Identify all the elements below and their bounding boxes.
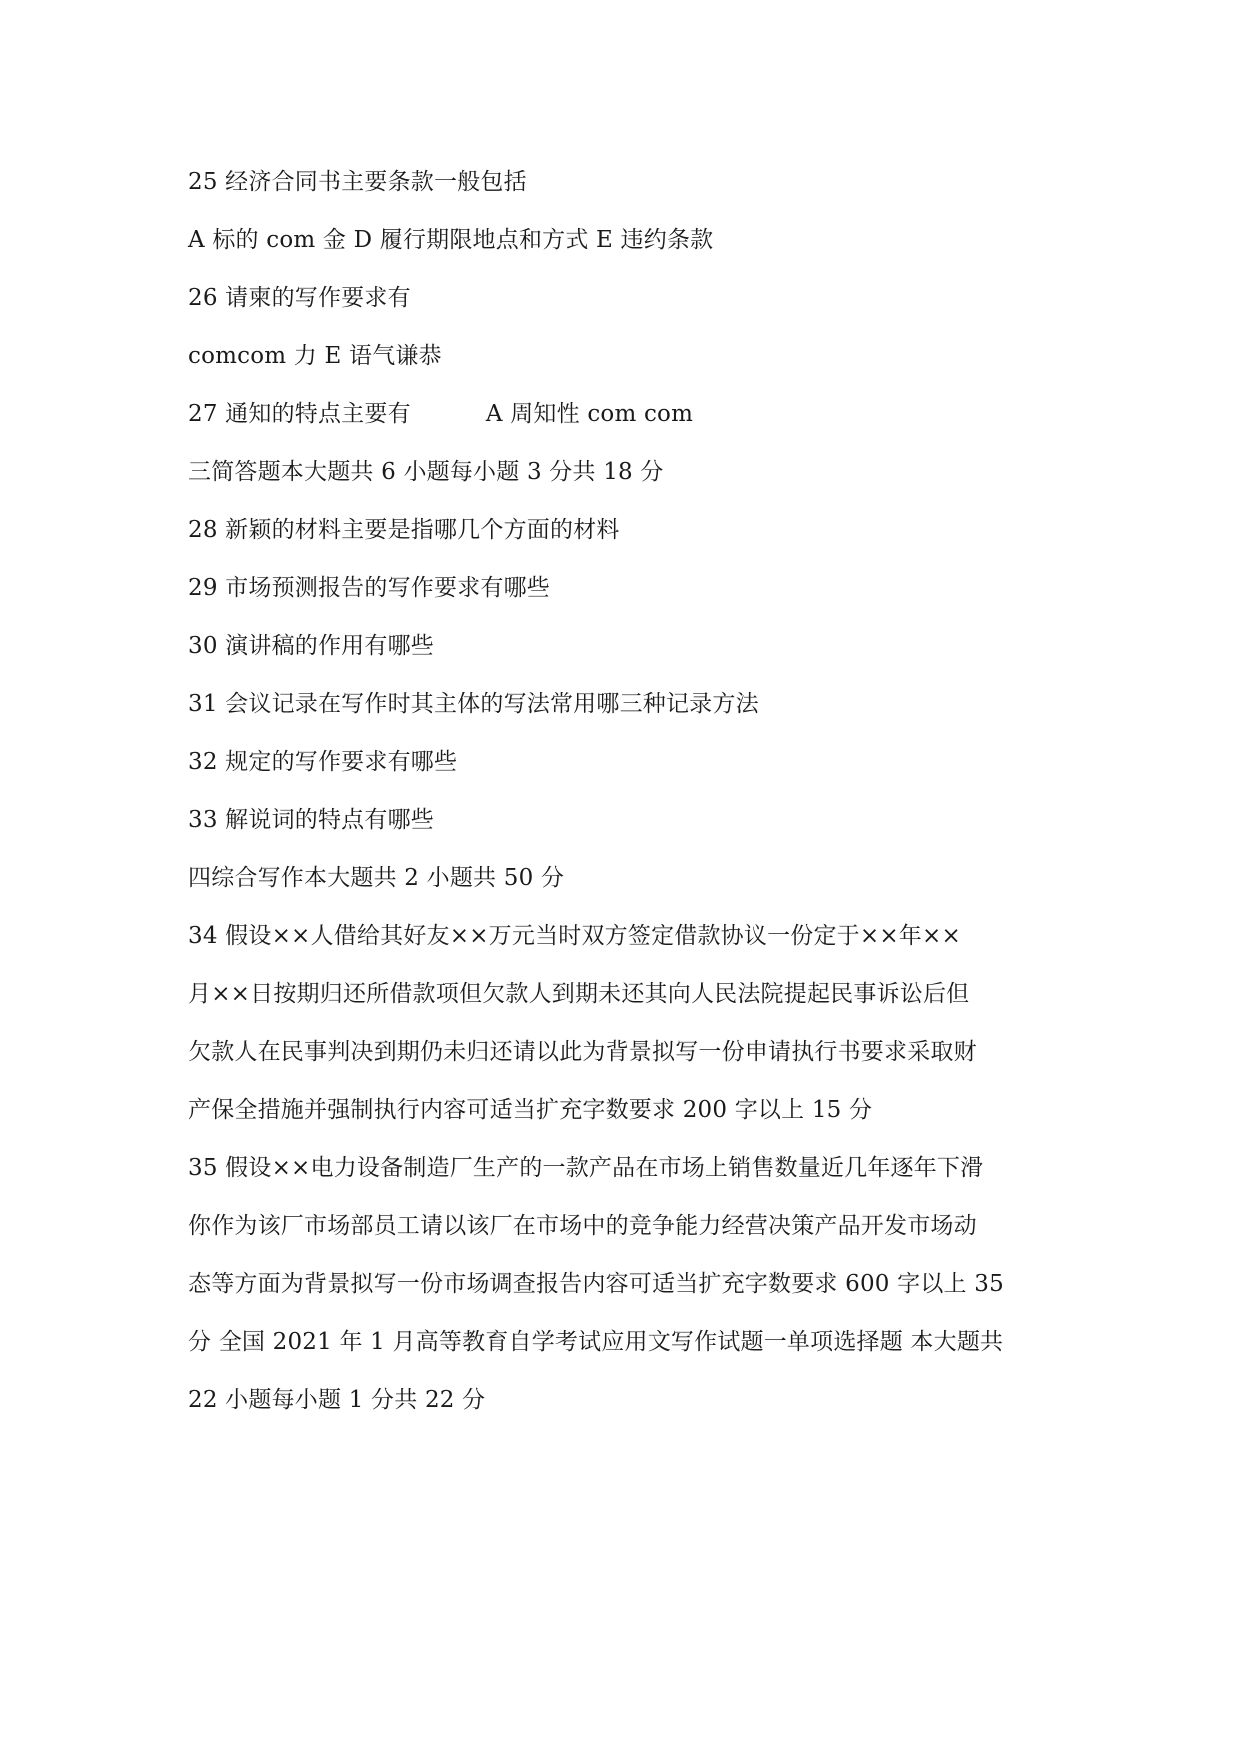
question-34-line-4: 产保全措施并强制执行内容可适当扩充字数要求 200 字以上 15 分 xyxy=(188,1097,873,1123)
question-34-line-2: 月××日按期归还所借款项但欠款人到期未还其向人民法院提起民事诉讼后但 xyxy=(188,981,970,1007)
question-27: 27 通知的特点主要有 A 周知性 com com xyxy=(188,401,694,427)
question-25-options: A 标的 com 金 D 履行期限地点和方式 E 违约条款 xyxy=(188,227,714,253)
section-4-heading: 四综合写作本大题共 2 小题共 50 分 xyxy=(188,865,565,891)
question-35-line-1: 35 假设××电力设备制造厂生产的一款产品在市场上销售数量近几年逐年下滑 xyxy=(188,1155,984,1181)
question-25: 25 经济合同书主要条款一般包括 xyxy=(188,169,527,195)
section-1-heading: 22 小题每小题 1 分共 22 分 xyxy=(188,1387,486,1413)
section-3-heading: 三简答题本大题共 6 小题每小题 3 分共 18 分 xyxy=(188,459,664,485)
question-30: 30 演讲稿的作用有哪些 xyxy=(188,633,434,659)
question-29: 29 市场预测报告的写作要求有哪些 xyxy=(188,575,550,601)
question-26: 26 请柬的写作要求有 xyxy=(188,285,411,311)
question-33: 33 解说词的特点有哪些 xyxy=(188,807,434,833)
question-34-line-3: 欠款人在民事判决到期仍未归还请以此为背景拟写一份申请执行书要求采取财 xyxy=(188,1039,977,1065)
question-34-line-1: 34 假设××人借给其好友××万元当时双方签定借款协议一份定于××年×× xyxy=(188,923,961,949)
question-32: 32 规定的写作要求有哪些 xyxy=(188,749,458,775)
question-31: 31 会议记录在写作时其主体的写法常用哪三种记录方法 xyxy=(188,691,759,717)
question-28: 28 新颖的材料主要是指哪几个方面的材料 xyxy=(188,517,620,543)
question-35-line-2: 你作为该厂市场部员工请以该厂在市场中的竞争能力经营决策产品开发市场动 xyxy=(188,1213,977,1239)
question-35-line-3: 态等方面为背景拟写一份市场调查报告内容可适当扩充字数要求 600 字以上 35 xyxy=(188,1271,1004,1297)
exam-title-line: 分 全国 2021 年 1 月高等教育自学考试应用文写作试题一单项选择题 本大题共 xyxy=(188,1329,1004,1355)
question-26-options: comcom 力 E 语气谦恭 xyxy=(188,343,442,369)
